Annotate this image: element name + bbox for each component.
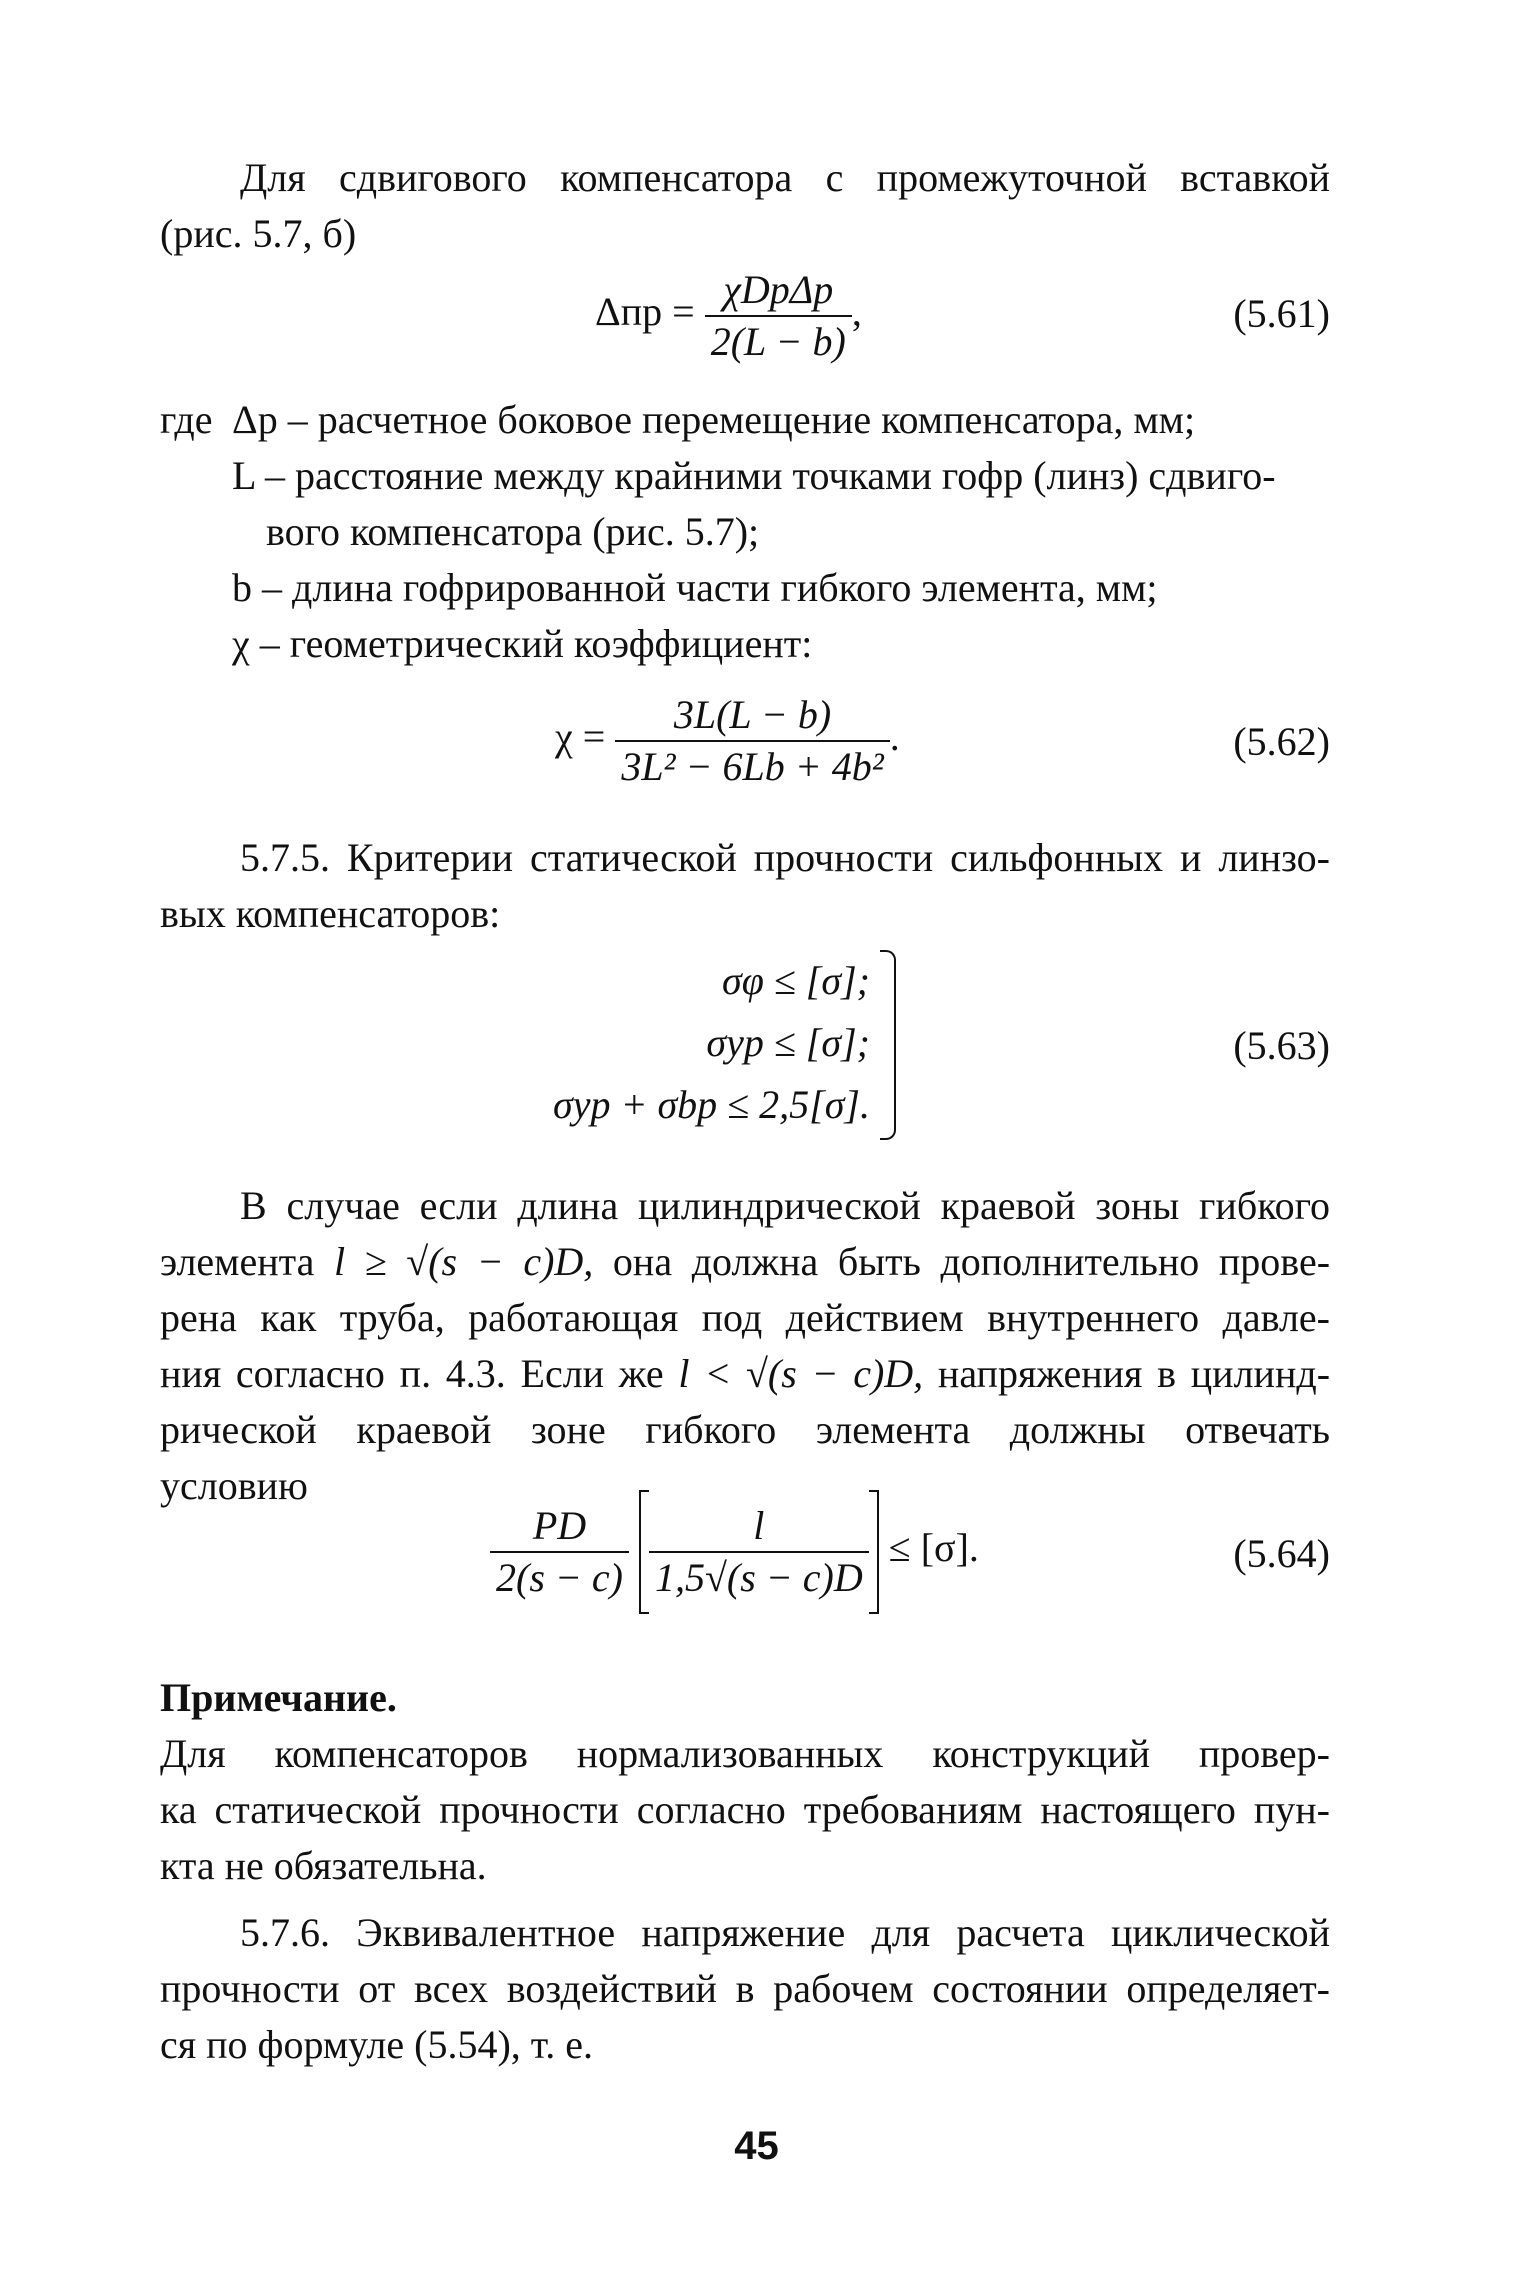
intro-line-1: Для сдвигового компенсатора с промежуточной вставкой [240,155,1330,200]
note-line-1: Для компенсаторов нормализованных конструкций провер- [160,1731,1330,1776]
eq562-tail: . [889,714,900,760]
section576-line-3: ся по формуле (5.54), т. е. [160,2022,594,2067]
eq564-f1-denominator: 2(s − c) [496,1555,623,1600]
eq562-lhs: χ = [555,714,606,760]
equation-number-5-64: (5.64) [1233,1531,1330,1576]
eq564-f2-denominator: 1,5√(s − c)D [654,1555,863,1600]
legend-item-b: b – длина гофрированной части гибкого элемента, мм; [232,565,1158,610]
equation-5-63 [540,950,870,1136]
legend-item-delta: Δp – расчетное боковое перемещение компенсатора, мм; [232,397,1196,442]
eq562-denominator: 3L² − 6Lb + 4b² [621,744,884,789]
section575-line-1: 5.7.5. Критерии статической прочности сильфонных и линзо- [240,835,1330,880]
equation-5-64 [490,1490,979,1614]
note-line-3: кта не обязательна. [160,1843,487,1888]
equation-5-61 [595,265,862,367]
equation-5-62 [555,690,900,792]
cyl-line-4 [160,1346,1330,1402]
eq562-numerator: 3L(L − b) [615,690,889,742]
legend-item-chi: χ – геометрический коэффициент: [232,621,813,666]
intro-paragraph [160,150,1330,262]
section576-line-1: 5.7.6. Эквивалентное напряжение для расчета циклической [240,1910,1330,1955]
section576-line-2: прочности от всех воздействий в рабочем состоянии определяет- [160,1966,1330,2011]
legend-where: где [160,397,213,442]
left-bracket [639,1490,649,1614]
eq561-fraction [705,265,852,367]
cyl-line-2a: элемента [160,1239,315,1284]
note-title: Примечание. [160,1675,397,1720]
equation-number-5-62: (5.62) [1233,719,1330,764]
cyl-line-5: рической краевой зоне гибкого элемента должны отвечать [160,1407,1330,1452]
eq561-tail: , [851,289,862,335]
eq561-numerator: χDpΔp [705,265,852,317]
equation-number-5-61: (5.61) [1233,291,1330,336]
eq562-fraction [615,690,889,792]
eq564-fraction-2 [649,1501,869,1603]
eq563-row-3: σyp + σbp ≤ 2,5[σ]. [552,1082,870,1127]
cyl-line-2b: она должна быть дополнительно прове- [612,1239,1331,1284]
eq563-row-1: σφ ≤ [σ]; [722,958,870,1003]
right-brace [880,950,896,1140]
legend-item-l-cont: вого компенсатора (рис. 5.7); [266,509,760,554]
cyl-line-2 [160,1234,1330,1290]
symbol-legend [160,392,1330,682]
section575-line-2: вых компенсаторов: [160,891,501,936]
section-5-7-5 [160,830,1330,942]
paragraph-cylindrical-zone [160,1178,1330,1514]
cyl-line-4b: напряжения в цилинд- [937,1351,1331,1396]
eq564-fraction-1 [490,1501,629,1603]
cyl-line-3: рена как труба, работающая под действием внутреннего давле- [160,1295,1330,1340]
right-bracket [869,1490,879,1614]
eq564-tail: ≤ [σ]. [888,1525,979,1571]
cyl-line-6: условию [160,1463,308,1508]
eq564-f2-numerator: l [649,1501,869,1553]
eq561-lhs: Δпр = [595,289,695,335]
eq563-row-2: σyp ≤ [σ]; [706,1020,870,1065]
note-line-2: ка статической прочности согласно требованиям настоящего пун- [160,1787,1330,1832]
equation-number-5-63: (5.63) [1233,1023,1330,1068]
cyl-line-1: В случае если длина цилиндрической краевой зоны гибкого [240,1183,1330,1228]
cyl-formula-ge: l ≥ √(s − c)D, [333,1239,594,1284]
section-5-7-6 [160,1905,1330,2073]
cyl-formula-lt: l < √(s − c)D, [678,1351,924,1396]
eq564-f1-numerator: PD [490,1501,629,1553]
legend-item-l: L – расстояние между крайними точками гофр (линз) сдвиго- [232,453,1276,498]
cyl-line-4a: ния согласно п. 4.3. Если же [160,1351,664,1396]
note-block [160,1670,1330,1894]
eq561-denominator: 2(L − b) [710,319,846,364]
intro-line-2: (рис. 5.7, б) [160,211,357,256]
page-number: 45 [734,2124,779,2168]
